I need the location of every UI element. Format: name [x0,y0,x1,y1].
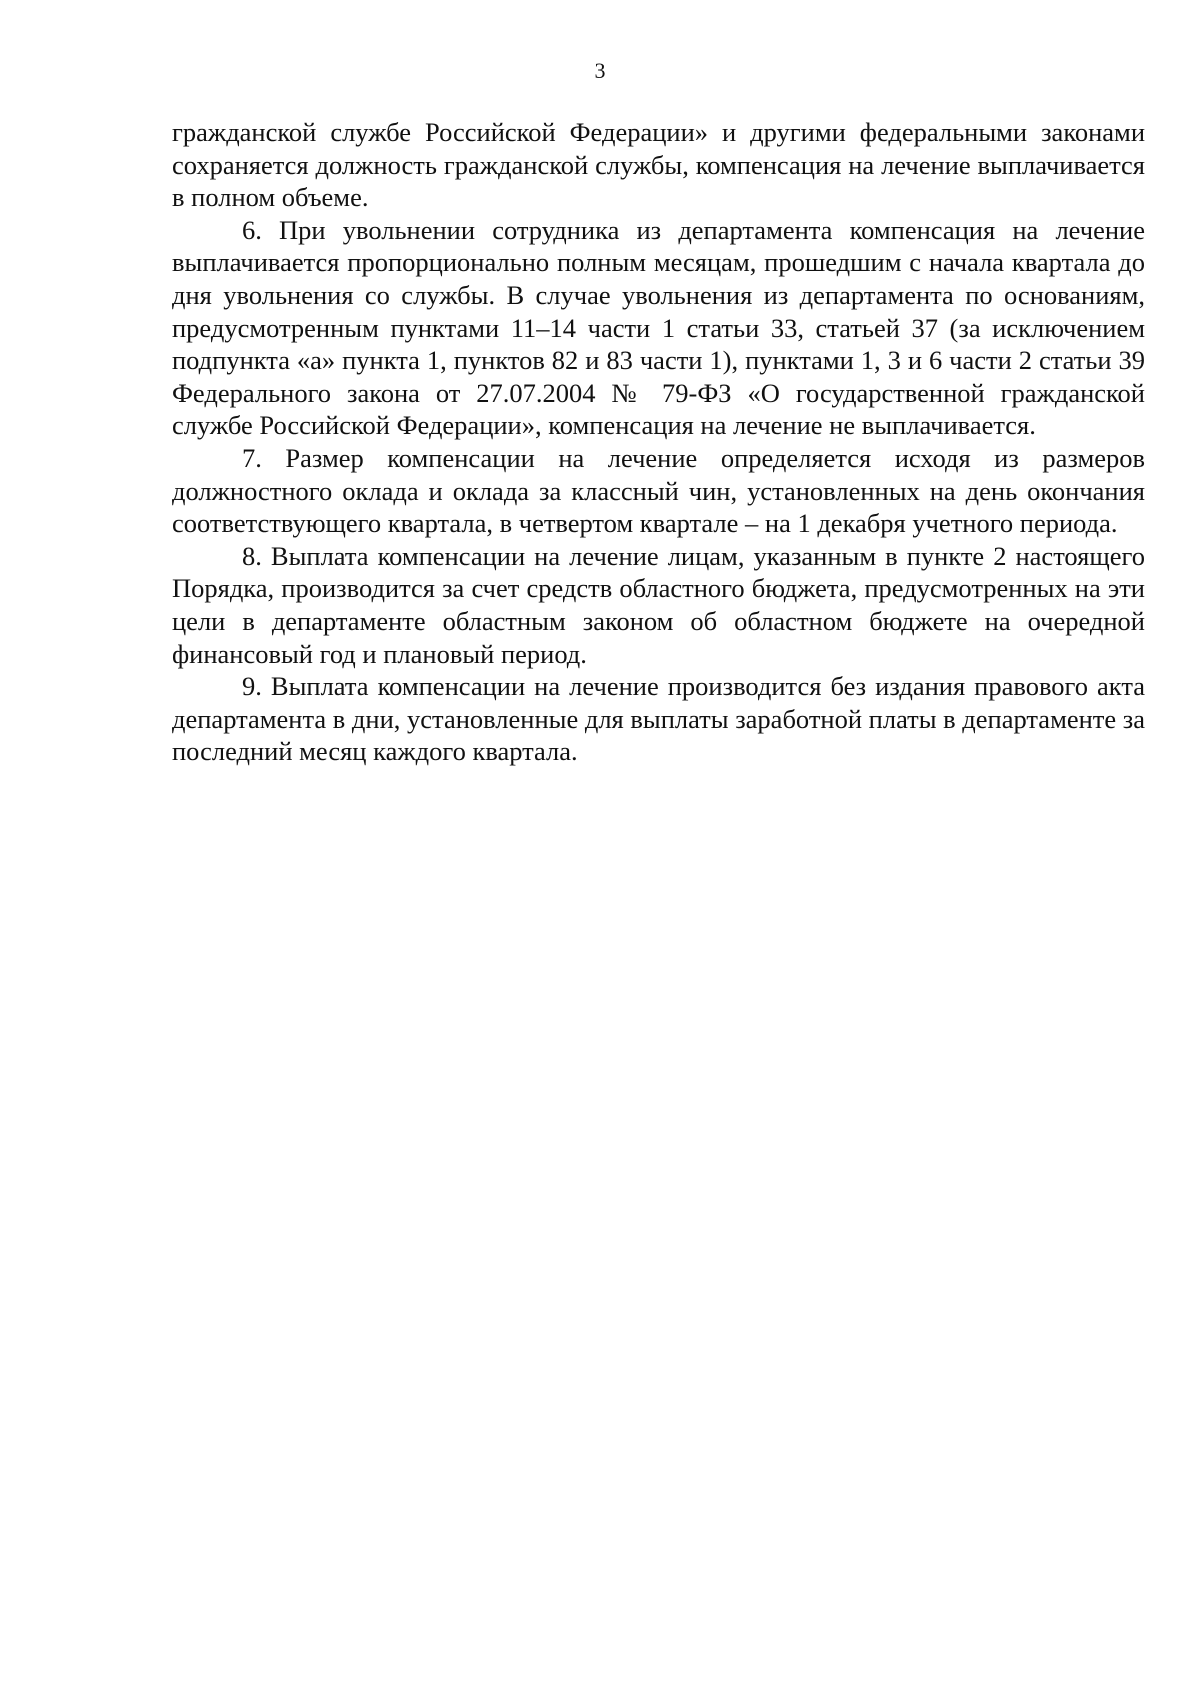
page-number: 3 [594,58,606,83]
paragraph-item-7: 7. Размер компенсации на лечение определяется исходя из размеров должностного оклада и оклада за классный чин, установленных на день окончания соответствующего квартала, в четвертом квартале – на 1 декабря учетного периода. [172,442,1145,539]
paragraph-continuation: гражданской службе Российской Федерации» и другими федеральными законами сохраняется должность гражданской службы, компенсация на лечение выплачивается в полном объеме. [172,117,1145,213]
paragraph-item-8: 8. Выплата компенсации на лечение лицам, указанным в пункте 2 настоящего Порядка, производится за счет средств областного бюджета, предусмотренных на эти цели в департаменте областным законом об областном бюджете на очередной финансовый год и плановый период. [172,540,1145,669]
paragraph-item-6: 6. При увольнении сотрудника из департамента компенсация на лечение выплачивается пропорционально полным месяцам, прошедшим с начала квартала до дня увольнения со службы. В случае увольнения из департамента по основаниям, предусмотренным пунктами 11–14 части 1 статьи 33, статьей 37 (за исключением подпункта «а» пункта 1, пунктов 82 и 83 части 1), пунктами 1, 3 и 6 части 2 статьи 39 Федерального закона от 27.07.2004 № 79-ФЗ «О государственной гражданской службе Российской Федерации», компенсация на лечение не выплачивается. [172,214,1145,441]
document-body [172,116,1145,768]
paragraph-item-9: 9. Выплата компенсации на лечение производится без издания правового акта департамента в дни, установленные для выплаты заработной платы в департаменте за последний месяц каждого квартала. [172,671,1145,767]
